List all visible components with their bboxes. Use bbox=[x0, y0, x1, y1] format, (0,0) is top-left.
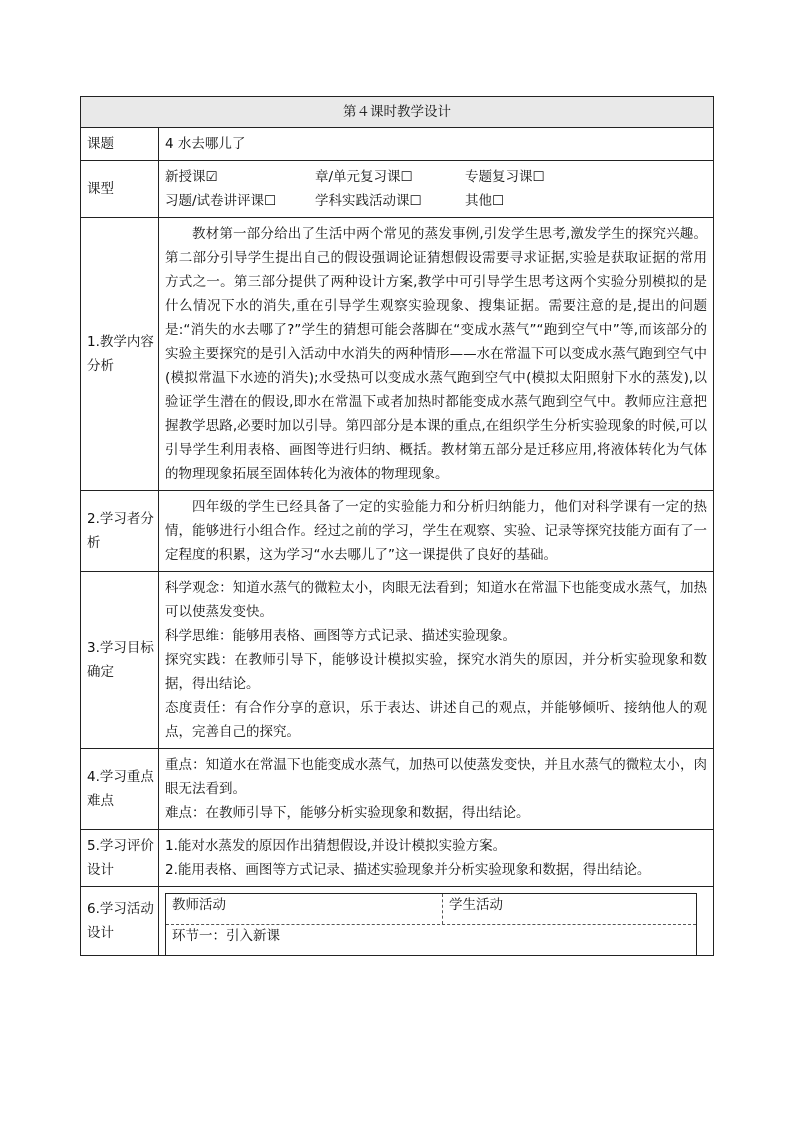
learner-analysis-row bbox=[81, 491, 714, 572]
key-point: 重点：知道水在常温下也能变成水蒸气，加热可以使蒸发变快，并且水蒸气的微粒太小，肉眼无法看到。 bbox=[165, 757, 707, 797]
lesson-plan-page bbox=[80, 96, 713, 956]
lesson-plan-table bbox=[80, 96, 714, 956]
activity-label: 6.学习活动设计 bbox=[81, 887, 159, 956]
evaluation-label: 5.学习评价设计 bbox=[81, 830, 159, 887]
doc-title: 第４课时教学设计 bbox=[81, 97, 714, 128]
content-analysis-text: 教材第一部分给出了生活中两个常见的蒸发事例,引发学生思考,激发学生的探究兴趣。第二部分引导学生提出自己的假设强调论证猜想假设需要寻求证据,实验是获取证据的常用方式之一。第三部分提供了两种设计方案,教学中可引导学生思考这两个实验分别模拟的是什么情况下水的消失,重在引导学生观察实验现象、搜集证据。需要注意的是,提出的问题是:“消失的水去哪了?”学生的猜想可能会落脚在“变成水蒸气”“跑到空气中”等,而该部分的实验主要探究的是引入活动中水消失的两种情形——水在常温下可以变成水蒸气跑到空气中(模拟常温下水迹的消失);水受热可以变成水蒸气跑到空气中(模拟太阳照射下水的蒸发),以验证学生潜在的假设,即水在常温下或者加热时都能变成水蒸气跑到空气中。教师应注意把握教学思路,必要时加以引导。第四部分是本课的重点,在组织学生分析实验现象的时候,可以引导学生利用表格、画图等进行归纳、概括。教材第五部分是迁移应用,将液体转化为气体的物理现象拓展至固体转化为液体的物理现象。 bbox=[165, 226, 707, 482]
type-line-2 bbox=[165, 189, 707, 213]
activity-cell bbox=[159, 887, 714, 956]
learner-analysis-cell bbox=[159, 491, 714, 572]
type-option-new: 新授课☑ bbox=[165, 169, 218, 185]
objective-concept: 科学观念：知道水蒸气的微粒太小，肉眼无法看到；知道水在常温下也能变成水蒸气，加热可以使蒸发变快。 bbox=[165, 580, 707, 620]
topic-value: 4 水去哪儿了 bbox=[159, 128, 714, 161]
type-option-unit-review: 章/单元复习课☐ bbox=[315, 169, 413, 185]
type-line-1 bbox=[165, 165, 707, 189]
topic-row bbox=[81, 128, 714, 161]
learner-analysis-label: 2.学习者分析 bbox=[81, 491, 159, 572]
key-points-cell bbox=[159, 749, 714, 830]
type-row bbox=[81, 161, 714, 218]
type-option-other: 其他☐ bbox=[465, 193, 505, 209]
objective-thinking: 科学思维：能够用表格、画图等方式记录、描述实验现象。 bbox=[165, 628, 516, 644]
type-options bbox=[159, 161, 714, 218]
evaluation-cell bbox=[159, 830, 714, 887]
type-option-exercise: 习题/试卷讲评课☐ bbox=[165, 193, 277, 209]
topic-label: 课题 bbox=[81, 128, 159, 161]
objectives-label: 3.学习目标确定 bbox=[81, 572, 159, 749]
key-points-label: 4.学习重点难点 bbox=[81, 749, 159, 830]
evaluation-item-2: 2.能用表格、画图等方式记录、描述实验现象并分析实验现象和数据，得出结论。 bbox=[165, 862, 651, 878]
objective-attitude: 态度责任：有合作分享的意识，乐于表达、讲述自己的观点，并能够倾听、接纳他人的观点，完善自己的探究。 bbox=[165, 700, 707, 740]
objectives-cell bbox=[159, 572, 714, 749]
evaluation-item-1: 1.能对水蒸发的原因作出猜想假设,并设计模拟实验方案。 bbox=[165, 838, 507, 854]
content-analysis-cell bbox=[159, 218, 714, 491]
difficult-point: 难点：在教师引导下，能够分析实验现象和数据，得出结论。 bbox=[165, 805, 530, 821]
title-row bbox=[81, 97, 714, 128]
objective-practice: 探究实践：在教师引导下，能够设计模拟实验，探究水消失的原因，并分析实验现象和数据，得出结论。 bbox=[165, 652, 707, 692]
content-analysis-label: 1.教学内容分析 bbox=[81, 218, 159, 491]
content-analysis-row bbox=[81, 218, 714, 491]
activity-header bbox=[166, 893, 696, 925]
objectives-row bbox=[81, 572, 714, 749]
teacher-activity-header: 教师活动 bbox=[166, 894, 443, 924]
activity-row bbox=[81, 887, 714, 956]
type-option-practice: 学科实践活动课☐ bbox=[315, 193, 422, 209]
evaluation-row bbox=[81, 830, 714, 887]
key-points-row bbox=[81, 749, 714, 830]
student-activity-header: 学生活动 bbox=[449, 897, 503, 913]
type-label: 课型 bbox=[81, 161, 159, 218]
activity-grid bbox=[159, 887, 713, 955]
activity-inner-table bbox=[165, 893, 697, 955]
activity-step-1: 环节一：引入新课 bbox=[172, 928, 280, 944]
learner-analysis-text: 四年级的学生已经具备了一定的实验能力和分析归纳能力，他们对科学课有一定的热情，能够进行小组合作。经过之前的学习，学生在观察、实验、记录等探究技能方面有了一定程度的积累，这为学习“水去哪儿了”这一课提供了良好的基础。 bbox=[165, 499, 707, 563]
type-option-topic-review: 专题复习课☐ bbox=[465, 169, 545, 185]
